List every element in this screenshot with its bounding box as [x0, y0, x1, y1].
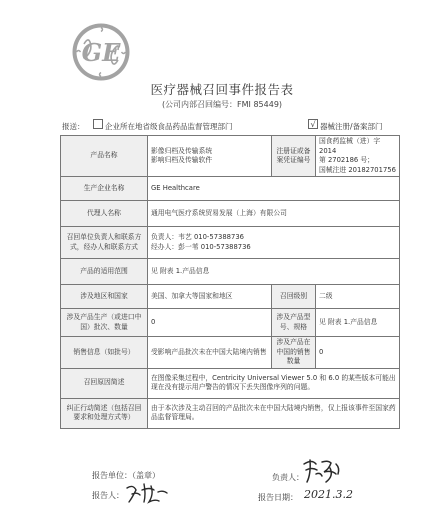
manufacturer-label: 生产企业名称: [61, 177, 148, 201]
send-to-provincial-checkbox[interactable]: [93, 119, 103, 129]
recall-reason-value: 在图像采集过程中，Centricity Universal Viewer 5.0 和 6.0 的某些版本可能出现在没有提示用户警告的情况下丢失图像序列的问题。: [148, 368, 400, 398]
reporting-unit-label: 报告单位：（盖章）: [92, 471, 160, 480]
agent-label: 代理人名称: [61, 201, 148, 227]
region-label: 涉及地区和国家: [61, 285, 148, 309]
scope-label: 产品的适用范围: [61, 259, 148, 285]
reporter-label: 报告人：: [92, 491, 124, 500]
send-to-row: [62, 119, 397, 133]
agent-value: 通用电气医疗系统贸易发展（上海）有限公司: [148, 201, 400, 227]
contact-value: 负责人：韦艺 010-57388736 经办人：彭一苇 010-57388736: [148, 227, 400, 259]
sales-quantity-label: 涉及产品在中国的销售数量: [272, 337, 316, 369]
send-to-label: 报送：: [62, 122, 85, 131]
model-label: 涉及产品型号、规格: [272, 309, 316, 337]
reporter-signature-mark: [124, 478, 170, 506]
product-name-value: 影像归档及传输系统 影响归档及传输软件: [148, 136, 272, 177]
send-to-provincial-label: 企业所在地省级食品药品监督管理部门: [105, 122, 233, 131]
corrective-action-label: 纠正行动简述（包括召回要求和处理方式等）: [61, 398, 148, 428]
batch-label: 涉及产品生产（或进口中国）批次、数量: [61, 309, 148, 337]
page-subtitle: (公司内部召回编号：FMI 85449): [161, 100, 283, 109]
corrective-action-value: 由于本次涉及主动召回的产品批次未在中国大陆境内销售，仅上报该事件至国家药品监督管理局。: [148, 398, 400, 428]
page-title: 医疗器械召回事件报告表: [150, 82, 294, 97]
contact-label: 召回单位负责人和联系方式，经办人和联系方式: [61, 227, 148, 259]
model-value: 见 附表 1.产品信息: [316, 309, 400, 337]
scope-value: 见 附表 1.产品信息: [148, 259, 400, 285]
registration-number-label: 注册证或备案凭证编号: [272, 136, 316, 177]
report-date-value: 2021.3.2: [304, 488, 353, 501]
responsible-signature-mark: [300, 456, 346, 486]
ge-logo-text: GE: [81, 38, 121, 67]
responsible-label: 负责人：: [272, 473, 304, 482]
manufacturer-value: GE Healthcare: [148, 177, 400, 201]
sales-quantity-value: 0: [316, 337, 400, 369]
sales-info-value: 受影响产品批次未在中国大陆境内销售: [148, 337, 272, 369]
ge-logo: [71, 22, 131, 82]
registration-number-value: 国食药监械（进）字 2014 第 2702186 号； 国械注进 20182701756: [316, 136, 400, 177]
recall-level-label: 召回级别: [272, 285, 316, 309]
recall-reason-label: 召回原因简述: [61, 368, 148, 398]
recall-report-table: [60, 135, 400, 429]
send-to-registration-label: 器械注册/备案部门: [320, 122, 383, 131]
region-value: 美国、加拿大等国家和地区: [148, 285, 272, 309]
product-name-label: 产品名称: [61, 136, 148, 177]
recall-level-value: 二级: [316, 285, 400, 309]
send-to-registration-checkbox[interactable]: √: [308, 119, 318, 129]
sales-info-label: 销售信息（如批号）: [61, 337, 148, 369]
report-date-label: 报告日期：: [258, 493, 298, 502]
batch-value: 0: [148, 309, 272, 337]
